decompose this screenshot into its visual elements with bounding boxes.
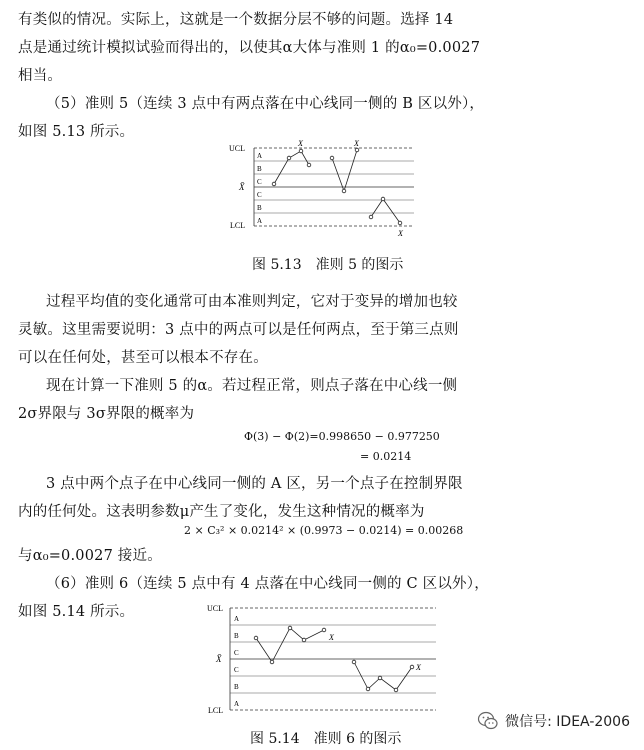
zone-label: A xyxy=(234,615,240,623)
data-point xyxy=(355,148,359,152)
wechat-icon xyxy=(477,710,499,732)
xbar-label: X̄ xyxy=(239,182,245,192)
data-point xyxy=(410,665,414,669)
zone-label: A xyxy=(234,700,240,708)
data-point xyxy=(394,688,398,692)
data-point xyxy=(254,636,258,640)
text-line: 相当。 xyxy=(18,68,63,84)
formula-line: = 0.0214 xyxy=(360,450,412,463)
data-point xyxy=(366,687,370,691)
text-line: （6）准则 6（连续 5 点中有 4 点落在中心线同一侧的 C 区以外）， xyxy=(46,576,489,592)
zone-label: B xyxy=(234,632,239,640)
figure-caption: 图 5.13 准则 5 的图示 xyxy=(252,257,404,273)
text-line: 点是通过统计模拟试验而得出的，以使其α大体与准则 1 的α₀=0.0027 xyxy=(18,40,481,56)
xbar-label: X̄ xyxy=(216,654,222,664)
mark-x-label: X xyxy=(329,633,334,642)
zone-label: A xyxy=(257,217,263,225)
watermark-text: 微信号: IDEA-2006 xyxy=(505,714,630,730)
data-series-1 xyxy=(256,628,324,662)
mark-x-label: X xyxy=(398,229,403,238)
text-line: 灵敏。这里需要说明：3 点中的两点可以是任何两点，至于第三点则 xyxy=(18,322,459,338)
data-point xyxy=(342,189,346,193)
figure-caption: 图 5.14 准则 6 的图示 xyxy=(250,731,402,747)
data-point xyxy=(398,221,402,225)
data-point xyxy=(299,149,303,153)
text-line: 3 点中两个点子在中心线同一侧的 A 区，另一个点子在控制界限 xyxy=(46,476,463,492)
data-point xyxy=(287,156,291,160)
text-line: 与α₀=0.0027 接近。 xyxy=(18,548,162,564)
data-point xyxy=(352,660,356,664)
text-line: 现在计算一下准则 5 的α。若过程正常，则点子落在中心线一侧 xyxy=(46,378,458,394)
zone-label: C xyxy=(234,666,239,674)
mark-x-label: X xyxy=(298,140,303,148)
data-point xyxy=(322,628,326,632)
data-point xyxy=(369,215,373,219)
zone-label: B xyxy=(257,204,262,212)
mark-x-label: X xyxy=(416,663,421,672)
zone-label: B xyxy=(234,683,239,691)
text-line: 可以在任何处，甚至可以根本不存在。 xyxy=(18,350,268,366)
text-line: 如图 5.13 所示。 xyxy=(18,124,135,140)
zone-label: A xyxy=(257,152,263,160)
data-point xyxy=(272,182,276,186)
zone-label: C xyxy=(257,191,262,199)
data-point xyxy=(330,156,334,160)
data-point xyxy=(288,626,292,630)
ucl-label: UCL xyxy=(207,604,223,613)
zone-label: B xyxy=(257,165,262,173)
data-point xyxy=(378,676,382,680)
text-line: （5）准则 5（连续 3 点中有两点落在中心线同一侧的 B 区以外）， xyxy=(46,96,485,112)
data-series-3 xyxy=(371,199,400,223)
mark-x-label: X xyxy=(354,140,359,148)
text-line: 内的任何处。这表明参数μ产生了变化，发生这种情况的概率为 xyxy=(18,504,425,520)
text-line: 过程平均值的变化通常可由本准则判定，它对于变异的增加也较 xyxy=(46,294,458,310)
data-series-2 xyxy=(332,150,357,191)
zone-label: C xyxy=(234,649,239,657)
data-point xyxy=(302,638,306,642)
wechat-watermark xyxy=(477,710,630,732)
ucl-label: UCL xyxy=(229,144,245,153)
figure-5-13-control-chart xyxy=(228,140,418,240)
text-line: 有类似的情况。实际上，这就是一个数据分层不够的问题。选择 14 xyxy=(18,12,454,28)
lcl-label: LCL xyxy=(230,221,246,230)
formula-line: 2 × C₃² × 0.0214² × (0.9973 − 0.0214) = 0.00268 xyxy=(184,524,464,537)
formula-line: Φ(3) − Φ(2)=0.998650 − 0.977250 xyxy=(244,430,440,443)
lcl-label: LCL xyxy=(208,706,224,715)
data-point xyxy=(381,197,385,201)
data-point xyxy=(270,660,274,664)
data-series-1 xyxy=(274,151,309,184)
text-line: 如图 5.14 所示。 xyxy=(18,604,135,620)
figure-5-14-control-chart xyxy=(206,600,440,716)
zone-label: C xyxy=(257,178,262,186)
text-line: 2σ界限与 3σ界限的概率为 xyxy=(18,406,195,422)
data-point xyxy=(307,163,311,167)
